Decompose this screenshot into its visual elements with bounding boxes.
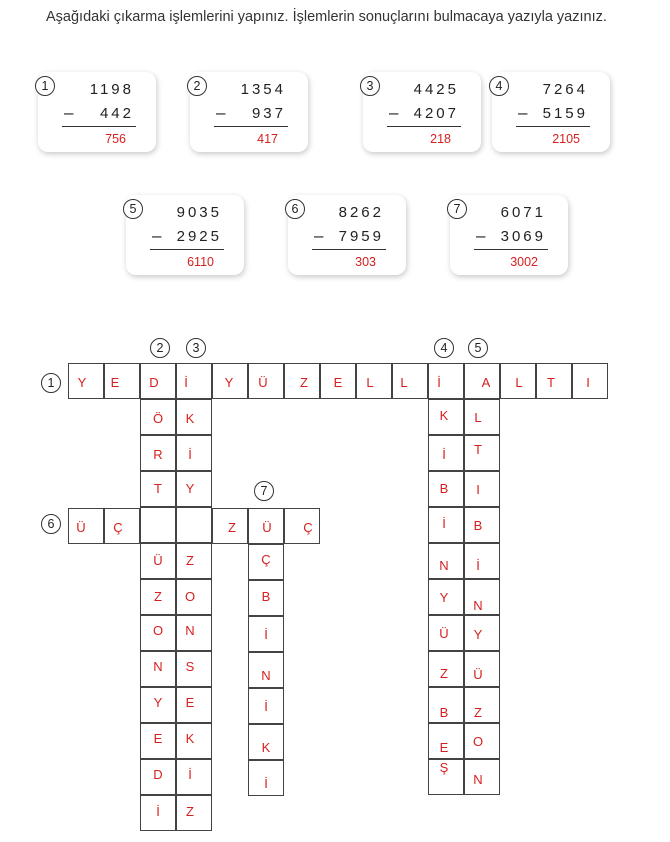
clue-number: 2 — [150, 338, 170, 358]
operation-card-5 — [126, 195, 244, 275]
puzzle-letter: Ç — [113, 520, 123, 535]
minus-sign: – — [476, 226, 486, 245]
puzzle-letter: E — [110, 375, 120, 390]
puzzle-letter: İ — [184, 375, 188, 390]
puzzle-letter: O — [152, 623, 164, 638]
result: 3002 — [510, 255, 538, 269]
puzzle-letter: E — [153, 731, 163, 746]
minuend: 7264 — [542, 81, 588, 98]
minus-sign: – — [216, 103, 226, 122]
clue-number: 6 — [41, 514, 61, 534]
puzzle-letter: İ — [188, 767, 192, 782]
puzzle-letter: K — [185, 731, 195, 746]
result: 417 — [257, 132, 278, 146]
operation-number: 4 — [489, 76, 509, 96]
puzzle-letter: S — [185, 659, 195, 674]
subtrahend: 7959 — [338, 228, 384, 245]
puzzle-letter: İ — [264, 699, 268, 714]
puzzle-letter: L — [474, 410, 482, 425]
puzzle-letter: Z — [186, 804, 194, 819]
puzzle-letter: N — [439, 558, 449, 573]
puzzle-letter: İ — [156, 804, 160, 819]
puzzle-letter: D — [149, 375, 159, 390]
puzzle-cell — [140, 507, 176, 543]
puzzle-letter: Ü — [258, 375, 268, 390]
minus-sign: – — [314, 226, 324, 245]
puzzle-letter: Ü — [153, 553, 163, 568]
subtrahend: 442 — [99, 105, 134, 122]
puzzle-letter: İ — [437, 375, 441, 390]
puzzle-letter: Ü — [262, 520, 272, 535]
puzzle-letter: R — [153, 447, 163, 462]
puzzle-letter: N — [473, 772, 483, 787]
operation-card-1 — [38, 72, 156, 152]
puzzle-letter: Z — [300, 375, 308, 390]
minus-sign: – — [152, 226, 162, 245]
operation-card-6 — [288, 195, 406, 275]
puzzle-letter: E — [185, 695, 195, 710]
puzzle-letter: K — [261, 740, 271, 755]
operation-number: 7 — [447, 199, 467, 219]
minus-sign: – — [518, 103, 528, 122]
puzzle-letter: O — [472, 734, 484, 749]
minuend: 6071 — [500, 204, 546, 221]
puzzle-letter: E — [333, 375, 343, 390]
puzzle-letter: B — [439, 481, 449, 496]
minus-sign: – — [389, 103, 399, 122]
puzzle-letter: İ — [264, 776, 268, 791]
sum-line — [387, 126, 461, 127]
subtrahend: 4207 — [413, 105, 459, 122]
puzzle-letter: Ü — [76, 520, 86, 535]
puzzle-letter: İ — [442, 516, 446, 531]
minuend: 1354 — [240, 81, 286, 98]
sum-line — [62, 126, 136, 127]
puzzle-letter: E — [439, 740, 449, 755]
sum-line — [214, 126, 288, 127]
puzzle-letter: Z — [440, 666, 448, 681]
puzzle-letter: L — [515, 375, 523, 390]
operation-card-3 — [363, 72, 481, 152]
puzzle-letter: Y — [185, 481, 195, 496]
puzzle-letter: B — [439, 705, 449, 720]
puzzle-letter: L — [366, 375, 374, 390]
minus-sign: – — [64, 103, 74, 122]
puzzle-cell — [176, 507, 212, 543]
sum-line — [516, 126, 590, 127]
puzzle-letter: Ç — [303, 520, 313, 535]
puzzle-letter: Y — [473, 627, 483, 642]
clue-number: 3 — [186, 338, 206, 358]
puzzle-letter: D — [153, 767, 163, 782]
puzzle-letter: Ş — [439, 760, 449, 775]
puzzle-letter: Y — [77, 375, 87, 390]
puzzle-letter: B — [261, 589, 271, 604]
puzzle-letter: Z — [186, 553, 194, 568]
sum-line — [150, 249, 224, 250]
puzzle-letter: K — [439, 408, 449, 423]
puzzle-letter: L — [400, 375, 408, 390]
puzzle-letter: I — [476, 482, 480, 497]
puzzle-letter: İ — [476, 558, 480, 573]
subtrahend: 3069 — [500, 228, 546, 245]
sum-line — [312, 249, 386, 250]
puzzle-letter: Ü — [439, 626, 449, 641]
subtrahend: 2925 — [176, 228, 222, 245]
puzzle-letter: N — [261, 668, 271, 683]
puzzle-letter: Ü — [473, 667, 483, 682]
puzzle-letter: B — [473, 518, 483, 533]
puzzle-letter: N — [153, 659, 163, 674]
result: 2105 — [552, 132, 580, 146]
puzzle-letter: N — [185, 623, 195, 638]
puzzle-letter: T — [474, 442, 482, 457]
puzzle-letter: O — [184, 589, 196, 604]
puzzle-letter: Z — [228, 520, 236, 535]
result: 303 — [355, 255, 376, 269]
result: 756 — [105, 132, 126, 146]
clue-number: 5 — [468, 338, 488, 358]
operation-number: 2 — [187, 76, 207, 96]
minuend: 1198 — [89, 81, 134, 98]
puzzle-letter: İ — [264, 627, 268, 642]
sum-line — [474, 249, 548, 250]
puzzle-letter: Ç — [261, 552, 271, 567]
puzzle-letter: İ — [188, 447, 192, 462]
instruction-text: Aşağıdaki çıkarma işlemlerini yapınız. İşlemlerin sonuçlarını bulmacaya yazıyla yazınız. — [46, 9, 607, 25]
minuend: 8262 — [338, 204, 384, 221]
operation-card-2 — [190, 72, 308, 152]
puzzle-letter: Z — [154, 589, 162, 604]
operation-number: 6 — [285, 199, 305, 219]
minuend: 4425 — [413, 81, 459, 98]
clue-number: 1 — [41, 373, 61, 393]
puzzle-letter: I — [586, 375, 590, 390]
subtrahend: 5159 — [542, 105, 588, 122]
operation-card-7 — [450, 195, 568, 275]
subtrahend: 937 — [251, 105, 286, 122]
puzzle-letter: Y — [224, 375, 234, 390]
puzzle-letter: T — [154, 481, 162, 496]
clue-number: 4 — [434, 338, 454, 358]
puzzle-letter: K — [185, 411, 195, 426]
puzzle-letter: A — [481, 375, 491, 390]
clue-number: 7 — [254, 481, 274, 501]
operation-number: 3 — [360, 76, 380, 96]
operation-number: 5 — [123, 199, 143, 219]
puzzle-letter: İ — [442, 447, 446, 462]
operation-card-4 — [492, 72, 610, 152]
puzzle-letter: Y — [439, 590, 449, 605]
puzzle-letter: Z — [474, 705, 482, 720]
puzzle-letter: T — [547, 375, 555, 390]
puzzle-letter: Ö — [152, 411, 164, 426]
puzzle-letter: N — [473, 598, 483, 613]
result: 218 — [430, 132, 451, 146]
puzzle-letter: Y — [153, 695, 163, 710]
result: 6110 — [187, 255, 214, 269]
operation-number: 1 — [35, 76, 55, 96]
minuend: 9035 — [176, 204, 222, 221]
